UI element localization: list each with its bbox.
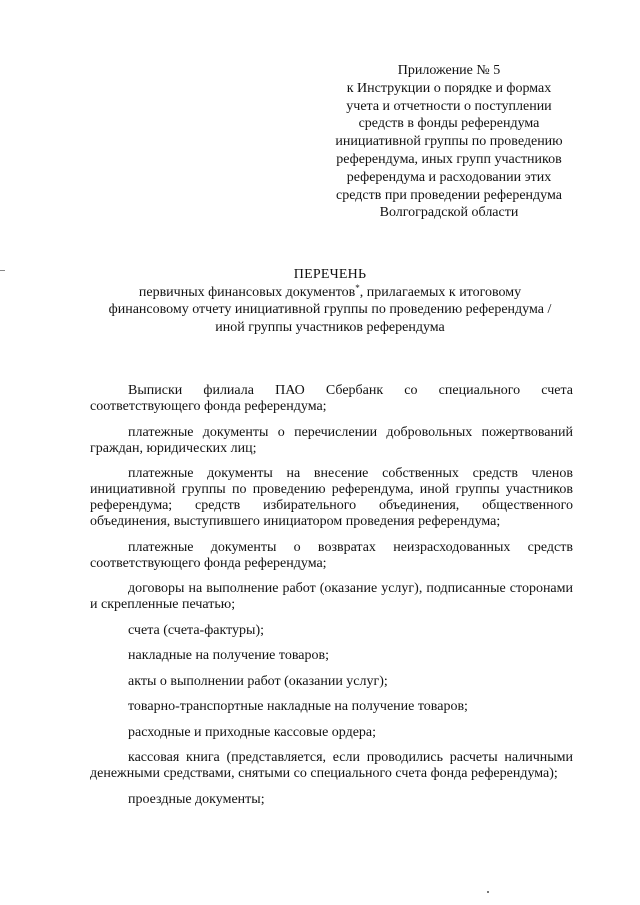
list-item: проездные документы; [128, 791, 265, 807]
title-heading: ПЕРЕЧЕНЬ [293, 267, 367, 282]
title-line: иной группы участников референдума [215, 319, 445, 335]
document-title [60, 266, 600, 336]
title-line [60, 284, 600, 302]
appendix-line: Волгоградской области [379, 205, 519, 221]
appendix-line: инициативной группы по проведению [335, 134, 563, 150]
title-line-text: первичных финансовых документов [138, 284, 356, 300]
list-item: договоры на выполнение работ (оказание услуг), подписанные сторонами и скрепленные печатью; [90, 581, 573, 612]
appendix-note [318, 62, 580, 222]
list-item: платежные документы о возвратах неизрасходованных средств соответствующего фонда референдума; [90, 539, 573, 571]
appendix-line: к Инструкции о порядке и формах [346, 80, 552, 96]
list-item: акты о выполнении работ (оказании услуг); [128, 673, 388, 689]
appendix-line: средств в фонды референдума [358, 116, 540, 132]
appendix-line: референдума и расходовании этих [346, 169, 552, 185]
appendix-line: учета и отчетности о поступлении [346, 98, 552, 114]
list-item: расходные и приходные кассовые ордера; [128, 724, 377, 740]
appendix-line: Приложение № 5 [397, 63, 501, 78]
list-item: кассовая книга (представляется, если проводились расчеты наличными денежными средствами, снятыми со специального счета фонда референдума); [90, 750, 573, 781]
footnote-mark: * [355, 282, 360, 293]
appendix-line: референдума, иных групп участников [336, 151, 562, 167]
list-item: платежные документы о перечислении добровольных пожертвований граждан, юридических лиц; [90, 424, 573, 456]
list-item: платежные документы на внесение собственных средств членов инициативной группы по проведению референдума, иной группы участников референдума; средств избирательного объединения, общественного объединения, выступившего инициатором проведения референдума; [90, 466, 573, 529]
documents-list [90, 383, 573, 817]
appendix-line: средств при проведении референдума [336, 187, 562, 203]
title-line-text: , прилагаемых к итоговому [359, 284, 522, 300]
title-line: финансовому отчету инициативной группы по проведению референдума / [108, 302, 552, 317]
list-item: товарно-транспортные накладные на получение товаров; [128, 699, 468, 714]
scan-margin-mark [0, 270, 5, 271]
list-item: Выписки филиала ПАО Сбербанк со специального счета соответствующего фонда референдума; [90, 383, 573, 414]
scan-speck [487, 891, 489, 893]
list-item: счета (счета-фактуры); [128, 622, 265, 638]
list-item: накладные на получение товаров; [128, 648, 329, 663]
